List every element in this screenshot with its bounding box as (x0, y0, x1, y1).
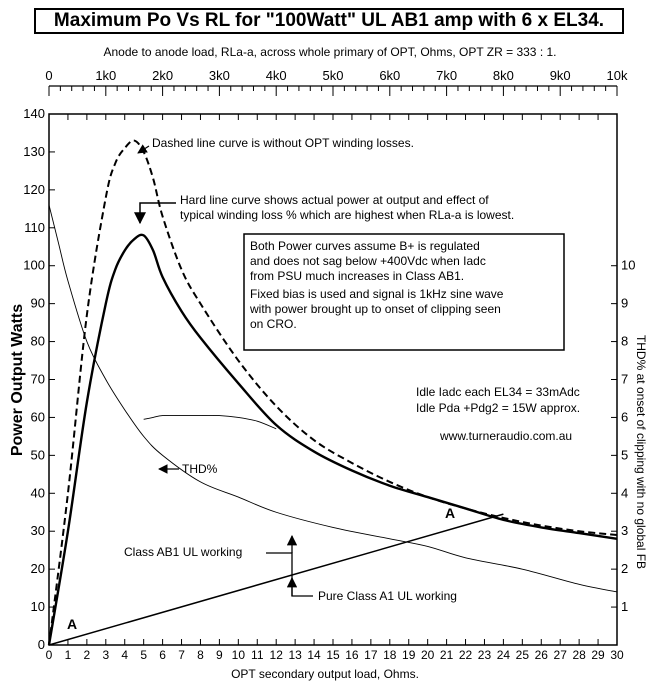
y2-tick-label: 8 (621, 333, 629, 349)
hard-line-note-1: Hard line curve shows actual power at output and effect of (180, 193, 489, 207)
y-tick-label: 140 (23, 106, 45, 121)
y2-tick-label: 4 (621, 485, 629, 501)
x-tick-label: 4 (121, 648, 129, 662)
left-axis-label: Power Output Watts (9, 303, 26, 457)
top-axis-label: Anode to anode load, RLa-a, across whole primary of OPT, Ohms, OPT ZR = 333 : 1. (103, 45, 557, 59)
x2-tick-label: 5k0 (322, 68, 344, 83)
y-tick-label: 130 (23, 143, 45, 159)
box-line-2: and does not sag below +400Vdc when Iadc (250, 254, 486, 268)
website-note: www.turneraudio.com.au (440, 429, 573, 443)
y-tick-label: 80 (30, 333, 45, 349)
y2-tick-label: 10 (621, 257, 636, 273)
x-tick-label: 2 (83, 648, 91, 662)
point-a-high: A (445, 505, 456, 521)
axes-group (23, 68, 635, 662)
y-tick-label: 50 (30, 447, 45, 463)
annotations (67, 136, 580, 632)
x-tick-label: 10 (231, 648, 246, 662)
y2-tick-label: 5 (621, 447, 629, 463)
x-tick-label: 12 (269, 648, 283, 662)
x2-tick-label: 6k0 (379, 68, 401, 83)
series-line-4 (144, 415, 277, 428)
point-a-low: A (67, 616, 78, 632)
chart-title: Maximum Po Vs RL for "100Watt" UL AB1 amp with 6 x EL34. (34, 8, 624, 34)
box-line-5: with power brought up to onset of clipping seen (250, 302, 501, 316)
x-tick-label: 25 (515, 648, 530, 662)
x-tick-label: 8 (197, 648, 204, 662)
right-axis-label: THD% at onset of clipping with no global FB (634, 334, 648, 570)
class-a1-label: Pure Class A1 UL working (318, 589, 457, 603)
y-tick-label: 90 (30, 295, 45, 311)
x-tick-label: 27 (553, 648, 567, 662)
x-tick-label: 3 (102, 648, 110, 662)
x-tick-label: 1 (64, 648, 72, 662)
y-tick-label: 40 (30, 485, 45, 501)
x-tick-label: 13 (288, 648, 302, 662)
x-tick-label: 6 (159, 648, 166, 662)
y2-tick-label: 6 (621, 409, 629, 425)
box-line-4: Fixed bias is used and signal is 1kHz sine wave (250, 287, 504, 301)
x-tick-label: 22 (458, 648, 473, 662)
y-tick-label: 110 (24, 219, 45, 235)
dashed-note: Dashed line curve is without OPT winding losses. (152, 136, 414, 150)
y2-tick-label: 2 (621, 561, 629, 577)
x-tick-label: 7 (178, 648, 185, 662)
series-line-3 (49, 514, 503, 645)
x2-tick-label: 10k (606, 68, 628, 83)
x-tick-label: 16 (345, 648, 359, 662)
x-tick-label: 30 (610, 648, 624, 662)
x-tick-label: 23 (477, 648, 492, 662)
y2-tick-label: 9 (621, 295, 629, 311)
x2-tick-label: 2k0 (152, 68, 174, 83)
y-tick-label: 100 (23, 257, 45, 273)
x-tick-label: 18 (383, 648, 397, 662)
y2-tick-label: 7 (621, 371, 629, 387)
y-tick-label: 70 (30, 371, 45, 387)
box-line-1: Both Power curves assume B+ is regulated (250, 239, 480, 253)
x-tick-label: 17 (364, 648, 378, 662)
x-tick-label: 26 (534, 648, 548, 662)
x2-tick-label: 1k0 (95, 68, 117, 83)
x-tick-label: 0 (45, 648, 53, 662)
box-line-6: on CRO. (250, 317, 297, 331)
y-tick-label: 10 (30, 599, 45, 615)
y-tick-label: 30 (30, 523, 45, 539)
x-tick-label: 15 (326, 648, 340, 662)
y2-tick-label: 1 (621, 599, 629, 615)
x-tick-label: 14 (307, 648, 321, 662)
thd-label: THD% (182, 462, 218, 476)
y2-tick-label: 3 (621, 523, 629, 539)
y-tick-label: 120 (23, 181, 45, 197)
x2-tick-label: 9k0 (549, 68, 571, 83)
x-tick-label: 20 (420, 648, 435, 662)
bottom-axis-label: OPT secondary output load, Ohms. (231, 667, 419, 681)
hard-line-arrow (140, 203, 176, 223)
x2-tick-label: 0 (45, 68, 53, 83)
x-tick-label: 28 (572, 648, 586, 662)
x-tick-label: 9 (216, 648, 223, 662)
idle-note-2: Idle Pda +Pdg2 = 15W approx. (416, 401, 581, 415)
box-line-3: from PSU much increases in Class AB1. (250, 269, 465, 283)
y-tick-label: 0 (37, 637, 45, 652)
idle-note-1: Idle Iadc each EL34 = 33mAdc (416, 385, 580, 399)
y-tick-label: 20 (30, 561, 45, 577)
x-tick-label: 5 (140, 648, 148, 662)
y-tick-label: 60 (30, 409, 45, 425)
x2-tick-label: 3k0 (208, 68, 230, 83)
class-label-connector (266, 553, 313, 596)
x-tick-label: 24 (496, 648, 511, 662)
hard-line-note-2: typical winding loss % which are highest when RLa-a is lowest. (180, 208, 515, 222)
x-tick-label: 11 (251, 648, 264, 662)
x-tick-label: 29 (591, 648, 605, 662)
x2-tick-label: 7k0 (436, 68, 458, 83)
class-ab1-label: Class AB1 UL working (124, 545, 243, 559)
x2-tick-label: 4k0 (265, 68, 287, 83)
x-tick-label: 21 (439, 648, 454, 662)
x-tick-label: 19 (402, 648, 416, 662)
x2-tick-label: 8k0 (492, 68, 514, 83)
